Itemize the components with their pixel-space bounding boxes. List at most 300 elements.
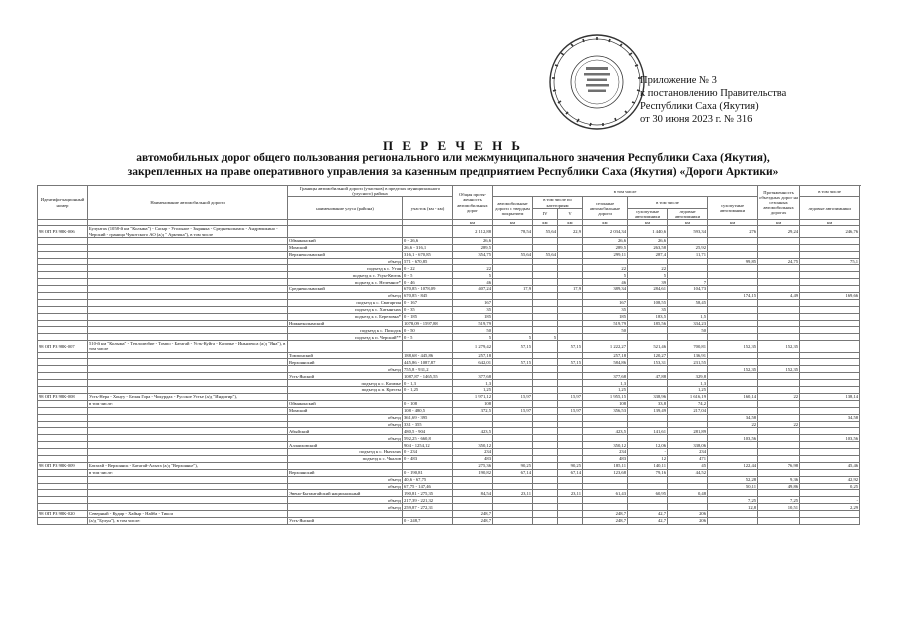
value-cell — [628, 421, 668, 428]
value-cell: 1,3 — [453, 380, 493, 387]
value-cell: 169,66 — [800, 292, 860, 299]
value-cell: 234 — [583, 449, 628, 456]
section-cell: 1078,09 - 1597,88 — [403, 320, 453, 327]
value-cell — [708, 306, 758, 313]
value-cell — [668, 237, 708, 244]
road-id-cell — [38, 352, 88, 359]
value-cell: 190,82 — [453, 469, 493, 476]
subsection-row — [38, 414, 860, 421]
value-cell — [453, 476, 493, 483]
section-cell: 0 - 483 — [403, 455, 453, 462]
section-cell: 1087,87 - 1465,55 — [403, 373, 453, 380]
value-cell — [758, 320, 800, 327]
section-cell — [403, 462, 453, 469]
value-cell — [758, 380, 800, 387]
value-cell: 2 112,88 — [453, 226, 493, 237]
value-cell: 26,6 — [583, 237, 628, 244]
road-id-cell: 98 ОП РЗ 98К-006 — [38, 226, 88, 237]
value-cell — [558, 414, 583, 421]
value-cell — [533, 511, 558, 518]
value-cell — [758, 373, 800, 380]
value-cell: 185,11 — [583, 462, 628, 469]
value-cell — [800, 380, 860, 387]
value-cell — [758, 400, 800, 407]
road-id-cell — [38, 320, 88, 327]
value-cell — [628, 380, 668, 387]
col-hard-header: автомобильные дороги с твердым покрытием — [493, 197, 533, 220]
value-cell — [558, 265, 583, 272]
road-name-cell — [88, 279, 288, 286]
value-cell: 75,1 — [800, 258, 860, 265]
value-cell — [708, 286, 758, 293]
value-cell — [558, 504, 583, 511]
value-cell — [558, 483, 583, 490]
value-cell — [558, 251, 583, 258]
value-cell — [668, 258, 708, 265]
subsection-row — [38, 504, 860, 511]
value-cell: 57,15 — [493, 341, 533, 352]
section-cell — [403, 226, 453, 237]
subsection-row — [38, 265, 860, 272]
road-name-cell — [88, 380, 288, 387]
col-bypass-header: Протяженность объездных дорог на сезонных автомобильных дорогах — [758, 186, 800, 220]
value-cell: 593,34 — [668, 226, 708, 237]
value-cell — [800, 251, 860, 258]
section-cell: 0 - 46 — [403, 279, 453, 286]
value-cell: 55,64 — [533, 226, 558, 237]
value-cell — [708, 387, 758, 394]
district-cell: объезд — [288, 292, 403, 299]
value-cell — [708, 334, 758, 341]
district-cell: Момский — [288, 407, 403, 414]
road-id-cell — [38, 469, 88, 476]
section-cell: 445,86 - 1087,87 — [403, 359, 453, 366]
value-cell — [708, 265, 758, 272]
value-cell: 423,5 — [583, 428, 628, 435]
value-cell: 153,31 — [628, 359, 668, 366]
road-id-cell — [38, 380, 88, 387]
section-cell: 571 - 670,85 — [403, 258, 453, 265]
value-cell: 1 222,27 — [583, 341, 628, 352]
road-name-cell — [88, 504, 288, 511]
value-cell — [758, 299, 800, 306]
value-cell: 22 — [758, 393, 800, 400]
value-cell — [453, 504, 493, 511]
value-cell — [493, 421, 533, 428]
value-cell: 35 — [628, 306, 668, 313]
district-row — [38, 320, 860, 327]
value-cell: 152,35 — [708, 341, 758, 352]
value-cell — [493, 517, 533, 524]
value-cell: 67,14 — [558, 469, 583, 476]
col-seasonal-header: сезонные автомобильные дороги — [583, 197, 628, 220]
value-cell: 377,68 — [453, 373, 493, 380]
district-cell: Верхоянский — [288, 359, 403, 366]
value-cell: 185 — [453, 313, 493, 320]
col-cat5-header: V — [558, 208, 583, 219]
subsection-row — [38, 421, 860, 428]
value-cell: 12,8 — [708, 504, 758, 511]
col-categories-header: в том числе по категориям — [533, 197, 583, 208]
value-cell: 52,28 — [708, 476, 758, 483]
road-name-cell — [88, 497, 288, 504]
road-id-cell — [38, 455, 88, 462]
district-cell: Верхнеколымский — [288, 251, 403, 258]
value-cell: 45,46 — [800, 462, 860, 469]
value-cell — [533, 517, 558, 524]
road-id-cell — [38, 387, 88, 394]
col-dry-header: сухопутные автозимники — [628, 208, 668, 219]
value-cell: 99,85 — [708, 258, 758, 265]
value-cell: 84,54 — [453, 490, 493, 497]
road-id-cell: 98 ОП РЗ 98К-007 — [38, 341, 88, 352]
value-cell — [628, 327, 668, 334]
value-cell: 257,18 — [583, 352, 628, 359]
section-cell: 316,1 - 670,85 — [403, 251, 453, 258]
value-cell — [533, 455, 558, 462]
value-cell: 29,24 — [758, 226, 800, 237]
value-cell — [453, 414, 493, 421]
road-name-cell — [88, 327, 288, 334]
value-cell — [628, 504, 668, 511]
value-cell — [558, 517, 583, 524]
district-cell: объезд — [288, 435, 403, 442]
value-cell — [493, 352, 533, 359]
road-name-cell: (а/д "Булун"), в том числе: — [88, 517, 288, 524]
value-cell — [558, 244, 583, 251]
district-cell: Томпонский — [288, 352, 403, 359]
value-cell: 1,3 — [583, 380, 628, 387]
value-cell — [558, 299, 583, 306]
section-cell: 67,75 - 147,46 — [403, 483, 453, 490]
value-cell — [668, 497, 708, 504]
value-cell — [800, 511, 860, 518]
value-cell — [558, 400, 583, 407]
section-cell: 0 - 248,7 — [403, 517, 453, 524]
section-cell: 755,8 - 931,2 — [403, 366, 453, 373]
appendix-line-2: к постановлению Правительства — [640, 88, 787, 99]
value-cell: 55,64 — [493, 251, 533, 258]
section-cell: 480,5 - 904 — [403, 428, 453, 435]
subsection-row — [38, 497, 860, 504]
value-cell: 206 — [668, 511, 708, 518]
district-cell: Усть-Янский — [288, 517, 403, 524]
value-cell: 275,36 — [453, 462, 493, 469]
value-cell: 287,4 — [628, 251, 668, 258]
value-cell: 103,56 — [800, 435, 860, 442]
district-cell — [288, 511, 403, 518]
value-cell — [493, 373, 533, 380]
value-cell — [493, 244, 533, 251]
district-cell: Аллаиховский — [288, 442, 403, 449]
unit-cell: км — [493, 220, 533, 226]
col-dry2-header: сухопутные автозимники — [708, 197, 758, 220]
section-cell: 0 - 1,3 — [403, 380, 453, 387]
section-cell: 0 - 26,6 — [403, 237, 453, 244]
value-cell — [493, 449, 533, 456]
value-cell: 246,76 — [800, 226, 860, 237]
col-total-header: Общая протя-женность автомобильных дорог — [453, 186, 493, 220]
section-cell: 0 - 234 — [403, 449, 453, 456]
value-cell: 167 — [453, 299, 493, 306]
value-cell: 10,51 — [758, 504, 800, 511]
road-name-cell: 510-й км "Колыма" - Теплолюбие - Томпо - Батагай - Усть-Куйга - Казачье - Иньялекса (а/д "Яна"), в том числе — [88, 341, 288, 352]
value-cell: 17,9 — [558, 286, 583, 293]
value-cell — [533, 497, 558, 504]
road-id-cell — [38, 265, 88, 272]
road-id-cell — [38, 442, 88, 449]
value-cell: 152,35 — [708, 366, 758, 373]
value-cell — [583, 366, 628, 373]
district-row — [38, 359, 860, 366]
district-cell — [288, 341, 403, 352]
value-cell — [758, 449, 800, 456]
value-cell — [533, 407, 558, 414]
unit-cell: км — [758, 220, 800, 226]
value-cell: 174,15 — [708, 292, 758, 299]
value-cell — [668, 414, 708, 421]
value-cell — [533, 258, 558, 265]
value-cell: 49,86 — [758, 483, 800, 490]
value-cell — [800, 279, 860, 286]
value-cell — [493, 400, 533, 407]
value-cell — [558, 442, 583, 449]
value-cell — [758, 306, 800, 313]
value-cell — [800, 373, 860, 380]
road-name-cell — [88, 251, 288, 258]
district-row — [38, 352, 860, 359]
value-cell: 1,25 — [668, 387, 708, 394]
value-cell — [708, 251, 758, 258]
district-cell: подъезд к с. Нычэлях — [288, 449, 403, 456]
value-cell: 257,18 — [453, 352, 493, 359]
section-cell: 0 - 108 — [403, 400, 453, 407]
road-id-cell — [38, 258, 88, 265]
value-cell — [558, 279, 583, 286]
value-cell: 284,61 — [628, 286, 668, 293]
district-cell: подъезд к с. Казачье — [288, 380, 403, 387]
col-incl2-header: в том числе — [628, 197, 708, 208]
section-cell: 40,6 - 67,75 — [403, 476, 453, 483]
value-cell — [800, 265, 860, 272]
value-cell — [800, 306, 860, 313]
value-cell — [708, 490, 758, 497]
value-cell: 22 — [453, 265, 493, 272]
value-cell — [558, 292, 583, 299]
road-name-cell: Усть-Нера - Хонуу - Белая Гора - Чокурдах - Русское Устье (а/д "Индигир"), — [88, 393, 288, 400]
value-cell: 5 — [453, 334, 493, 341]
value-cell: 354,75 — [453, 251, 493, 258]
value-cell — [708, 373, 758, 380]
value-cell — [758, 327, 800, 334]
value-cell — [533, 237, 558, 244]
subsection-row — [38, 387, 860, 394]
section-cell: 259,87 - 272,31 — [403, 504, 453, 511]
district-cell — [288, 462, 403, 469]
value-cell — [533, 292, 558, 299]
value-cell — [558, 237, 583, 244]
value-cell — [558, 320, 583, 327]
value-cell — [558, 428, 583, 435]
value-cell — [800, 366, 860, 373]
value-cell — [558, 352, 583, 359]
value-cell — [708, 320, 758, 327]
value-cell — [708, 407, 758, 414]
value-cell — [533, 265, 558, 272]
road-name-cell — [88, 265, 288, 272]
value-cell: 104,73 — [668, 286, 708, 293]
road-id-cell — [38, 449, 88, 456]
value-cell: 276 — [708, 226, 758, 237]
value-cell: 372,5 — [453, 407, 493, 414]
subsection-row — [38, 306, 860, 313]
value-cell: 79,16 — [628, 469, 668, 476]
value-cell: 58,45 — [668, 299, 708, 306]
road-name-cell — [88, 442, 288, 449]
road-row — [38, 341, 860, 352]
value-cell — [533, 327, 558, 334]
value-cell: 34,58 — [708, 414, 758, 421]
value-cell — [493, 455, 533, 462]
value-cell — [558, 334, 583, 341]
district-row — [38, 407, 860, 414]
value-cell: 136,91 — [668, 352, 708, 359]
value-cell: 4,49 — [758, 292, 800, 299]
value-cell — [453, 292, 493, 299]
road-id-cell — [38, 428, 88, 435]
value-cell — [758, 469, 800, 476]
section-cell — [403, 511, 453, 518]
district-cell: объезд — [288, 414, 403, 421]
value-cell — [583, 483, 628, 490]
road-id-cell — [38, 279, 88, 286]
district-cell: подъезд к с. Сватаргин — [288, 299, 403, 306]
value-cell — [493, 313, 533, 320]
unit-cell: км — [453, 220, 493, 226]
value-cell — [583, 504, 628, 511]
value-cell — [493, 292, 533, 299]
value-cell — [558, 366, 583, 373]
value-cell — [493, 504, 533, 511]
section-cell: 0 - 50 — [403, 327, 453, 334]
value-cell: 26,6 — [628, 237, 668, 244]
value-cell — [628, 414, 668, 421]
value-cell: 7 — [668, 279, 708, 286]
value-cell — [533, 306, 558, 313]
value-cell: 42,7 — [628, 517, 668, 524]
road-id-cell — [38, 286, 88, 293]
district-row — [38, 442, 860, 449]
road-id-cell: 98 ОП РЗ 98К-008 — [38, 393, 88, 400]
road-row — [38, 393, 860, 400]
value-cell: - — [800, 497, 860, 504]
value-cell — [800, 244, 860, 251]
value-cell: 167 — [583, 299, 628, 306]
district-row — [38, 244, 860, 251]
value-cell — [533, 359, 558, 366]
value-cell: 1 955,15 — [583, 393, 628, 400]
road-name-cell: Батагай - Верхоянск - Батагай-Алыта (а/д "Верхоянье"), — [88, 462, 288, 469]
value-cell — [708, 327, 758, 334]
unit-cell: км — [583, 220, 628, 226]
road-id-cell — [38, 366, 88, 373]
value-cell: 0,48 — [668, 490, 708, 497]
value-cell — [800, 313, 860, 320]
value-cell: 120,27 — [628, 352, 668, 359]
value-cell — [628, 476, 668, 483]
value-cell — [558, 421, 583, 428]
road-name-cell — [88, 490, 288, 497]
value-cell — [493, 497, 533, 504]
value-cell — [533, 373, 558, 380]
value-cell — [708, 428, 758, 435]
value-cell — [558, 380, 583, 387]
col-incl3-header: в том числе — [800, 186, 860, 197]
value-cell — [708, 469, 758, 476]
value-cell — [708, 517, 758, 524]
value-cell: 57,15 — [493, 359, 533, 366]
road-id-cell — [38, 421, 88, 428]
value-cell — [558, 476, 583, 483]
value-cell — [708, 442, 758, 449]
subsection-row — [38, 334, 860, 341]
subsection-row — [38, 476, 860, 483]
value-cell — [708, 279, 758, 286]
value-cell: 338,96 — [628, 393, 668, 400]
value-cell: 519,79 — [583, 320, 628, 327]
value-cell — [758, 359, 800, 366]
value-cell — [758, 251, 800, 258]
value-cell: 57,15 — [558, 359, 583, 366]
section-cell: 904 - 1254,12 — [403, 442, 453, 449]
value-cell — [668, 292, 708, 299]
road-id-cell — [38, 483, 88, 490]
district-cell: Абыйский — [288, 428, 403, 435]
value-cell: - — [628, 449, 668, 456]
road-id-cell — [38, 251, 88, 258]
value-cell: 122,44 — [708, 462, 758, 469]
road-id-cell: 98 ОП РЗ 98К-009 — [38, 462, 88, 469]
value-cell — [708, 511, 758, 518]
district-cell: объезд — [288, 483, 403, 490]
value-cell: 50 — [453, 327, 493, 334]
value-cell — [533, 428, 558, 435]
district-cell — [288, 393, 403, 400]
district-cell: подъезд к с. Чкалов — [288, 455, 403, 462]
value-cell — [708, 272, 758, 279]
value-cell — [533, 504, 558, 511]
value-cell: 11,71 — [668, 251, 708, 258]
value-cell: 108,55 — [628, 299, 668, 306]
value-cell: 15,97 — [558, 393, 583, 400]
value-cell: 39 — [628, 279, 668, 286]
road-id-cell — [38, 237, 88, 244]
table-body — [38, 226, 860, 524]
value-cell — [708, 359, 758, 366]
value-cell — [800, 359, 860, 366]
value-cell: 90,25 — [558, 462, 583, 469]
value-cell: 423,5 — [453, 428, 493, 435]
value-cell — [668, 504, 708, 511]
section-cell: 0 - 5 — [403, 334, 453, 341]
value-cell: 108 — [453, 400, 493, 407]
district-cell: Нижнеколымский — [288, 320, 403, 327]
value-cell: 248,7 — [583, 517, 628, 524]
district-row — [38, 428, 860, 435]
road-name-cell — [88, 421, 288, 428]
value-cell: 50 — [583, 327, 628, 334]
road-name-cell — [88, 272, 288, 279]
